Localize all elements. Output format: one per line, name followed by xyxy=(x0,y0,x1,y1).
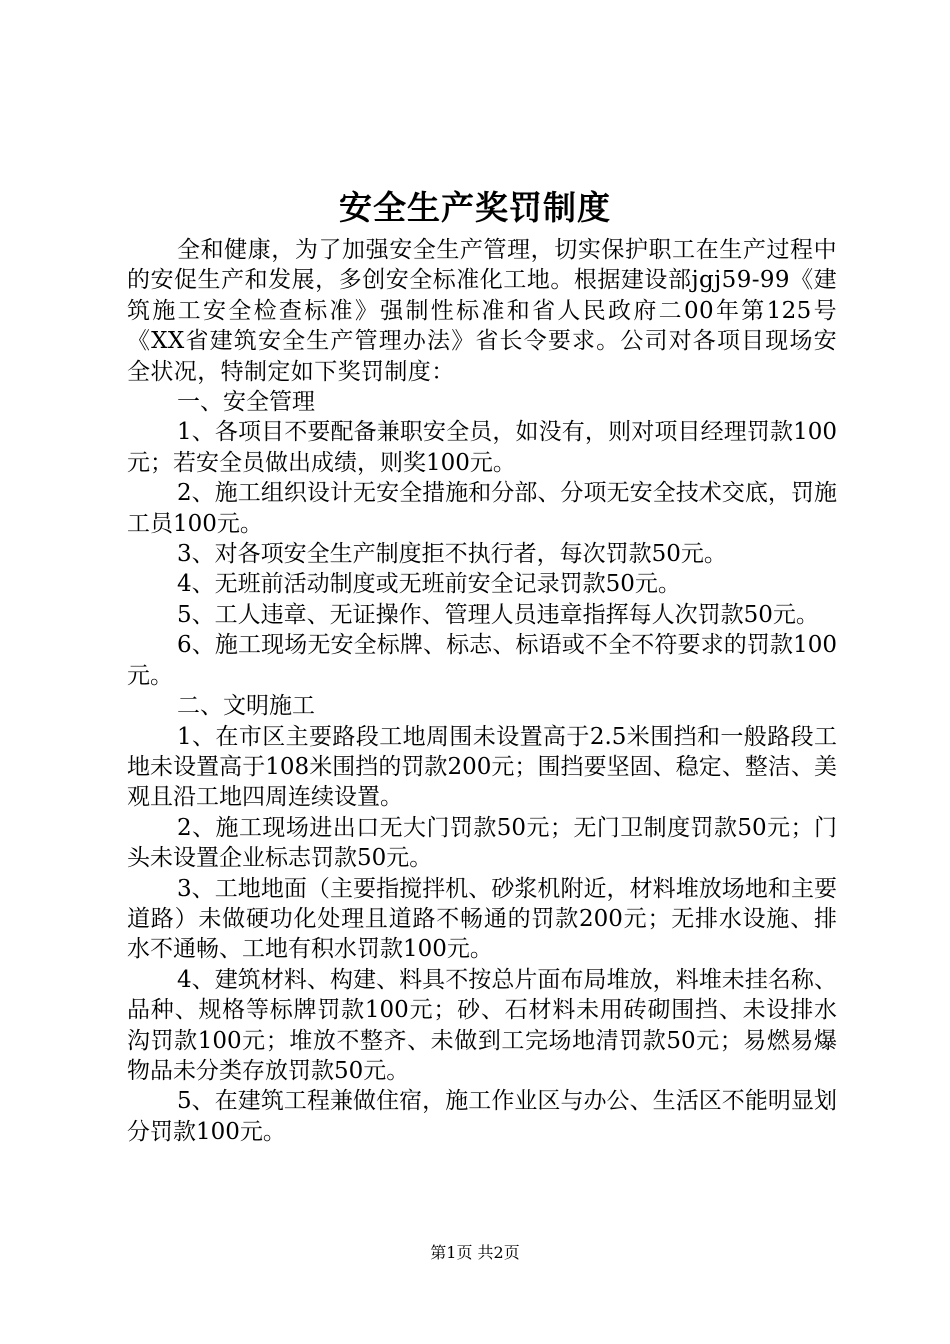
document-body xyxy=(127,235,837,1147)
safety-rule-1: 1、各项目不要配备兼职安全员，如没有，则对项目经理罚款100元；若安全员做出成绩，则奖100元。 xyxy=(127,419,837,476)
safety-rule-6: 6、施工现场无安全标牌、标志、标语或不全不符要求的罚款100元。 xyxy=(127,632,837,689)
civilized-rule-5: 5、在建筑工程兼做住宿，施工作业区与办公、生活区不能明显划分罚款100元。 xyxy=(127,1088,837,1145)
safety-rule-2: 2、施工组织设计无安全措施和分部、分项无安全技术交底，罚施工员100元。 xyxy=(127,480,837,537)
safety-rule-3: 3、对各项安全生产制度拒不执行者，每次罚款50元。 xyxy=(177,541,727,568)
safety-rule-5: 5、工人违章、无证操作、管理人员违章指挥每人次罚款50元。 xyxy=(177,601,819,628)
intro-paragraph: 全和健康，为了加强安全生产管理，切实保护职工在生产过程中的安促生产和发展，多创安全标准化工地。根据建设部jgj59-99《建筑施工安全检查标准》强制性标准和省人民政府二00年第125号《XX省建筑安全生产管理办法》省长令要求。公司对各项目现场安全状况，特制定如下奖罚制度： xyxy=(127,237,837,385)
civilized-rule-4: 4、建筑材料、构建、料具不按总片面布局堆放，料堆未挂名称、品种、规格等标牌罚款100元；砂、石材料未用砖砌围挡、未设排水沟罚款100元；堆放不整齐、未做到工完场地清罚款50元；易燃易爆物品未分类存放罚款50元。 xyxy=(127,966,837,1084)
civilized-rule-2: 2、施工现场进出口无大门罚款50元；无门卫制度罚款50元；门头未设置企业标志罚款50元。 xyxy=(127,814,837,872)
page-footer: 第1页 共2页 xyxy=(430,1243,520,1262)
civilized-rule-1: 1、在市区主要路段工地周围未设置高于2.5米围挡和一般路段工地未设置高于108米围挡的罚款200元；围挡要坚固、稳定、整洁、美观且沿工地四周连续设置。 xyxy=(127,723,837,811)
civilized-rule-3: 3、工地地面（主要指搅拌机、砂浆机附近，材料堆放场地和主要道路）未做硬功化处理且道路不畅通的罚款200元；无排水设施、排水不通畅、工地有积水罚款100元。 xyxy=(127,875,837,963)
document-title: 安全生产奖罚制度 xyxy=(339,188,611,227)
section-heading-safety-management: 一、安全管理 xyxy=(177,389,315,416)
safety-rule-4: 4、无班前活动制度或无班前安全记录罚款50元。 xyxy=(177,571,681,598)
section-heading-civilized-construction: 二、文明施工 xyxy=(177,693,315,720)
